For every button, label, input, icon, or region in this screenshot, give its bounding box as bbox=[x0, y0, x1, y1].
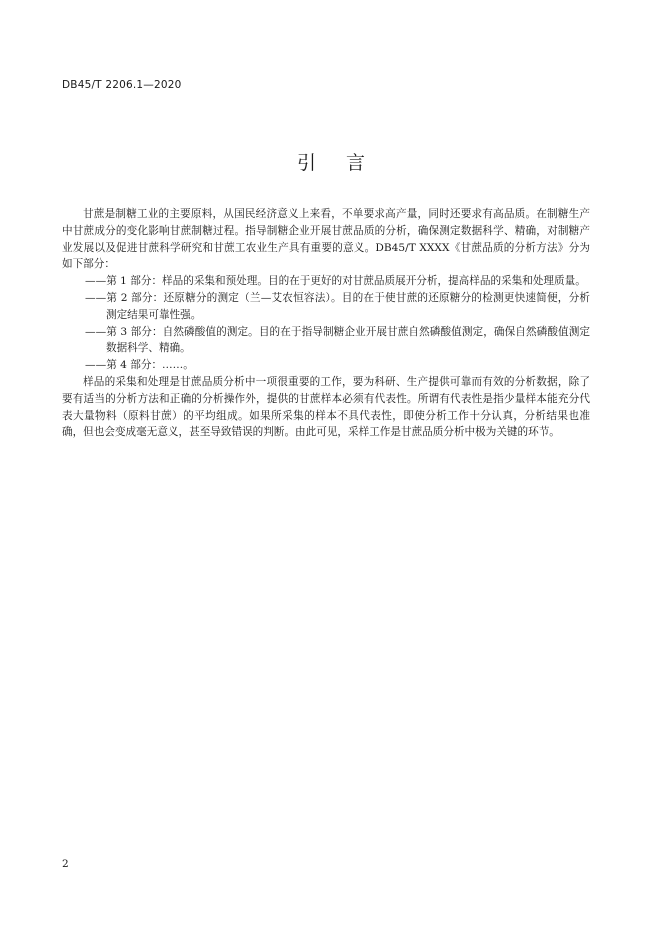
standard-code: DB45/T 2206.1—2020 bbox=[62, 79, 182, 91]
part-4-item: ——第 4 部分：……。 bbox=[85, 359, 194, 372]
page-number: 2 bbox=[62, 858, 69, 870]
part-1-item: ——第 1 部分：样品的采集和预处理。目的在于更好的对甘蔗品质展开分析，提高样品的采集和处理质量。 bbox=[85, 275, 586, 288]
page-title: 引言 bbox=[296, 152, 395, 174]
part-2-item: ——第 2 部分：还原糖分的测定（兰—艾农恒容法）。目的在于使甘蔗的还原糖分的检测更快速简便，分析测定结果可靠性强。 bbox=[85, 291, 590, 321]
document-body bbox=[62, 206, 590, 441]
part-3-item: ——第 3 部分：自然磷酸值的测定。目的在于指导制糖企业开展甘蔗自然磷酸值测定，确保自然磷酸值测定数据科学、精确。 bbox=[85, 325, 590, 355]
sampling-paragraph: 样品的采集和处理是甘蔗品质分析中一项很重要的工作，要为科研、生产提供可靠而有效的分析数据，除了要有适当的分析方法和正确的分析操作外，提供的甘蔗样本必须有代表性。所谓有代表性是指少量样本能充分代表大量物料（原料甘蔗）的平均组成。如果所采集的样本不具代表性，即使分析工作十分认真，分析结果也准确，但也会变成毫无意义，甚至导致错误的判断。由此可见，采样工作是甘蔗品质分析中极为关键的环节。 bbox=[62, 375, 590, 439]
intro-paragraph: 甘蔗是制糖工业的主要原料，从国民经济意义上来看，不单要求高产量，同时还要求有高品质。在制糖生产中甘蔗成分的变化影响甘蔗制糖过程。指导制糖企业开展甘蔗品质的分析，确保测定数据科学、精确，对制糖产业发展以及促进甘蔗科学研究和甘蔗工农业生产具有重要的意义。DB45/T XXXX《甘蔗品质的分析方法》分为如下部分： bbox=[62, 208, 590, 271]
